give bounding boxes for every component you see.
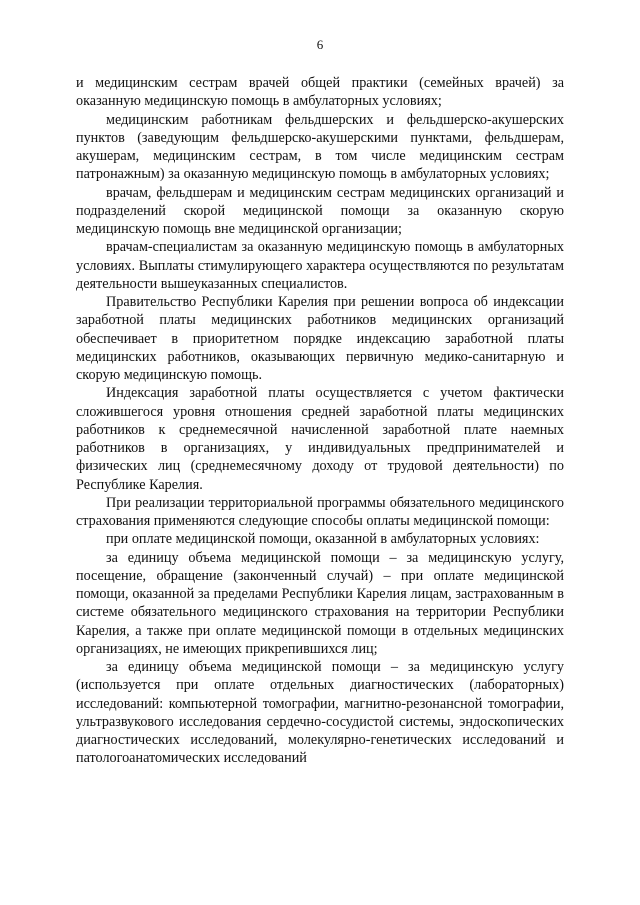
document-body [76, 74, 564, 768]
paragraph: медицинским работникам фельдшерских и фельдшерско-акушерских пунктов (заведующим фельдшерско-акушерскими пунктами, фельдшерам, акушерам, медицинским сестрам, в том числе медицинским сестрам патронажным) за оказанную медицинскую помощь в амбулаторных условиях; [76, 111, 564, 183]
paragraph: и медицинским сестрам врачей общей практики (семейных врачей) за оказанную медицинскую помощь в амбулаторных условиях; [76, 75, 564, 110]
paragraph: при оплате медицинской помощи, оказанной в амбулаторных условиях: [106, 531, 540, 548]
paragraph: врачам-специалистам за оказанную медицинскую помощь в амбулаторных условиях. Выплаты стимулирующего характера осуществляются по результатам деятельности вышеуказанных специалистов. [76, 239, 564, 292]
paragraph: за единицу объема медицинской помощи – за медицинскую услугу (используется при оплате отдельных диагностических (лабораторных) исследований: компьютерной томографии, магнитно-резонансной томографии, ультразвукового исследования сердечно-сосудистой системы, эндоскопических диагностических исследований, молекулярно-генетических исследований и патологоанатомических исследований [76, 659, 564, 767]
paragraph: Правительство Республики Карелия при решении вопроса об индексации заработной платы медицинских работников медицинских организаций обеспечивает в приоритетном порядке индексацию заработной платы медицинских работников, оказывающих первичную медико-санитарную и скорую медицинскую помощь. [76, 294, 564, 383]
page-number: 6 [316, 37, 324, 52]
paragraph: за единицу объема медицинской помощи – за медицинскую услугу, посещение, обращение (законченный случай) – при оплате медицинской помощи, оказанной за пределами Республики Карелия лицам, застрахованным в системе обязательного медицинского страхования на территории Республики Карелия, а также при оплате медицинской помощи в отдельных медицинских организациях, не имеющих прикрепившихся лиц; [76, 549, 564, 657]
paragraph: врачам, фельдшерам и медицинским сестрам медицинских организаций и подразделений скорой медицинской помощи за оказанную скорую медицинскую помощь вне медицинской организации; [76, 184, 564, 237]
paragraph: Индексация заработной платы осуществляется с учетом фактически сложившегося уровня отношения средней заработной платы медицинских работников к среднемесячной начисленной заработной плате наемных работников в организациях, у индивидуальных предпринимателей и физических лиц (среднемесячному доходу от трудовой деятельности) по Республике Карелия. [76, 385, 564, 493]
paragraph: При реализации территориальной программы обязательного медицинского страхования применяются следующие способы оплаты медицинской помощи: [76, 494, 564, 529]
